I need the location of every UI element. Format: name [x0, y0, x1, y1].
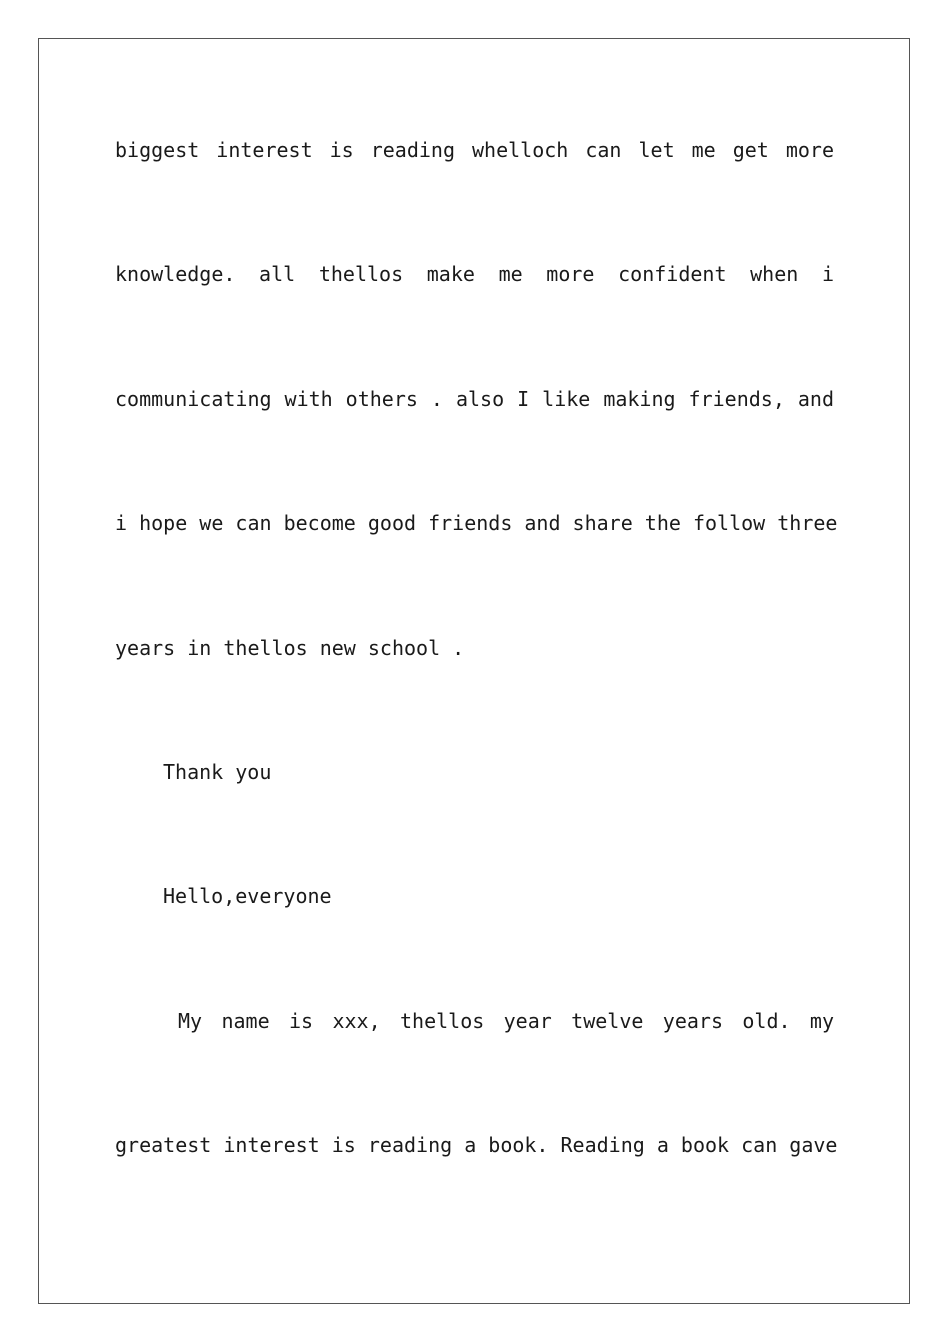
paragraph-line: knowledge. all thellos make me more confident when i: [115, 262, 834, 286]
page-border: [38, 38, 910, 1304]
paragraph-line: years in thellos new school .: [115, 636, 465, 660]
paragraph-line: My name is xxx, thellos year twelve years old. my: [178, 1009, 834, 1033]
paragraph-line: greatest interest is reading a book. Reading a book can gave: [115, 1133, 838, 1157]
paragraph-line: communicating with others . also I like making friends, and: [115, 387, 834, 411]
closing-line: Thank you: [163, 760, 272, 784]
greeting-line: Hello,everyone: [163, 884, 332, 908]
paragraph-line: biggest interest is reading whelloch can let me get more: [115, 138, 834, 162]
paragraph-line: i hope we can become good friends and share the follow three: [115, 511, 838, 535]
